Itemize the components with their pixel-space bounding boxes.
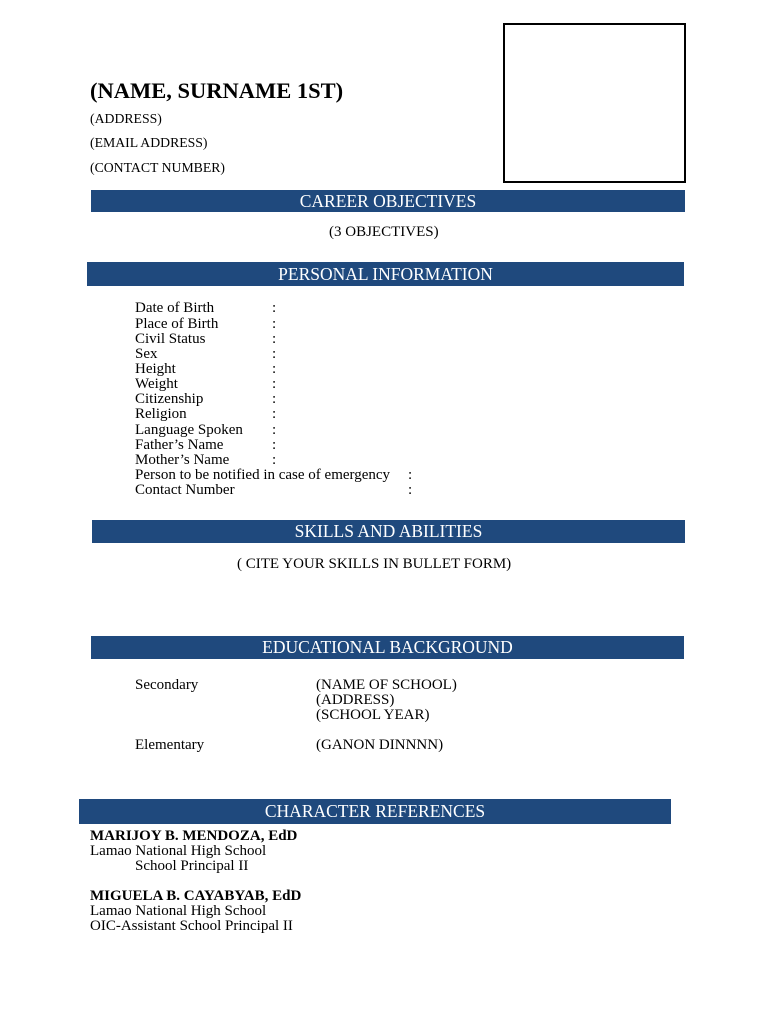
field-row xyxy=(135,453,555,468)
field-row xyxy=(135,423,555,438)
reference-school: Lamao National High School xyxy=(90,903,267,920)
applicant-contact-number: (CONTACT NUMBER) xyxy=(90,160,226,175)
field-label: Person to be notified in case of emergency xyxy=(135,466,391,483)
career-objectives-bar xyxy=(91,190,685,212)
education-level-secondary: Secondary xyxy=(135,677,199,693)
character-references-bar xyxy=(79,799,671,824)
applicant-email: (EMAIL ADDRESS) xyxy=(90,135,208,150)
field-row xyxy=(135,301,555,316)
field-row xyxy=(135,438,555,453)
reference-position: OIC-Assistant School Principal II xyxy=(90,918,293,935)
reference-name: MIGUELA B. CAYABYAB, EdD xyxy=(90,888,302,905)
field-label: Date of Birth xyxy=(135,300,215,317)
field-separator: : xyxy=(272,376,277,393)
reference-position: School Principal II xyxy=(135,858,249,875)
field-separator: : xyxy=(408,482,413,499)
elementary-school-details: (GANON DINNNN) xyxy=(316,737,444,753)
field-row xyxy=(135,483,555,498)
field-label: Religion xyxy=(135,406,187,423)
field-separator: : xyxy=(272,421,277,438)
career-objectives-placeholder: (3 OBJECTIVES) xyxy=(329,224,439,241)
education-level-elementary: Elementary xyxy=(135,737,205,753)
field-label: Weight xyxy=(135,376,178,393)
field-separator: : xyxy=(272,315,277,332)
personal-information-list xyxy=(135,301,555,498)
field-row xyxy=(135,332,555,347)
character-references-heading: CHARACTER REFERENCES xyxy=(264,801,486,821)
secondary-school-address: (ADDRESS) xyxy=(316,692,395,708)
field-label: Mother’s Name xyxy=(135,451,230,468)
skills-and-abilities-heading: SKILLS AND ABILITIES xyxy=(294,521,483,541)
photo-placeholder xyxy=(503,23,686,183)
field-label: Civil Status xyxy=(135,330,206,347)
field-row xyxy=(135,362,555,377)
field-separator: : xyxy=(272,360,277,377)
applicant-address: (ADDRESS) xyxy=(90,111,162,126)
reference-school: Lamao National High School xyxy=(90,843,267,860)
field-label: Height xyxy=(135,360,176,377)
field-label: Place of Birth xyxy=(135,315,219,332)
field-label: Citizenship xyxy=(135,391,204,408)
secondary-school-year: (SCHOOL YEAR) xyxy=(316,707,430,723)
field-label: Language Spoken xyxy=(135,421,243,438)
skills-placeholder: ( CITE YOUR SKILLS IN BULLET FORM) xyxy=(237,556,512,573)
field-label: Father’s Name xyxy=(135,436,224,453)
field-separator: : xyxy=(408,466,413,483)
field-row xyxy=(135,407,555,422)
field-separator: : xyxy=(272,330,277,347)
field-row xyxy=(135,317,555,332)
field-row xyxy=(135,468,555,483)
field-separator: : xyxy=(272,436,277,453)
field-row xyxy=(135,377,555,392)
educational-background-bar xyxy=(91,636,684,659)
field-separator: : xyxy=(272,406,277,423)
career-objectives-heading: CAREER OBJECTIVES xyxy=(299,191,477,211)
educational-background-heading: EDUCATIONAL BACKGROUND xyxy=(262,637,513,657)
personal-information-bar xyxy=(87,262,684,286)
applicant-name: (NAME, SURNAME 1ST) xyxy=(90,77,344,103)
field-separator: : xyxy=(272,345,277,362)
field-label: Contact Number xyxy=(135,482,235,499)
skills-and-abilities-bar xyxy=(92,520,685,543)
field-row xyxy=(135,392,555,407)
personal-information-heading: PERSONAL INFORMATION xyxy=(278,264,493,284)
field-separator: : xyxy=(272,391,277,408)
field-row xyxy=(135,347,555,362)
field-separator: : xyxy=(272,451,277,468)
field-label: Sex xyxy=(135,345,158,362)
reference-name: MARIJOY B. MENDOZA, EdD xyxy=(90,828,298,845)
secondary-school-name: (NAME OF SCHOOL) xyxy=(316,677,457,693)
field-separator: : xyxy=(272,300,277,317)
